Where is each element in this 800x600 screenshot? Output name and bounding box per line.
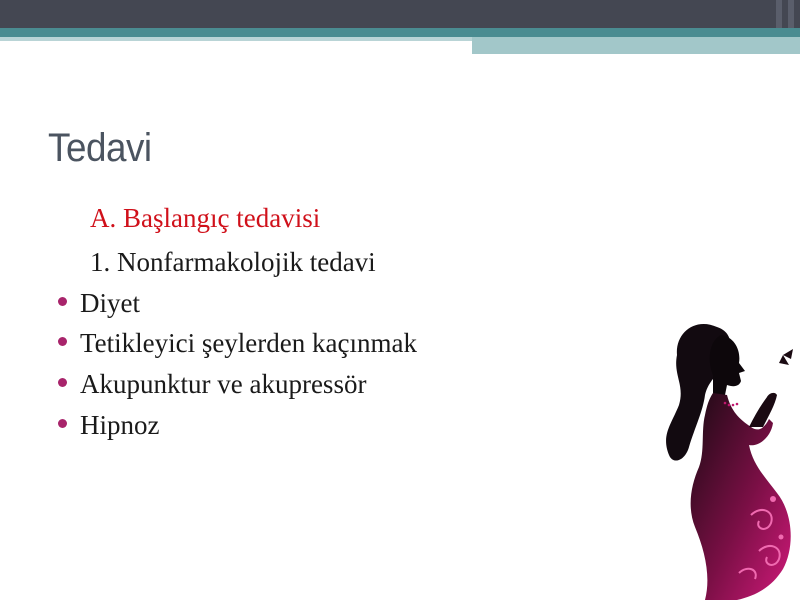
bullet-item: Akupunktur ve akupressör xyxy=(58,369,366,400)
pregnant-woman-silhouette-icon xyxy=(655,315,800,600)
bullet-item: Diyet xyxy=(58,288,140,319)
slide-title: Tedavi xyxy=(48,126,152,170)
header-accent-stripe xyxy=(776,0,782,28)
header-light-stripe xyxy=(0,37,472,41)
bullet-item: Tetikleyici şeylerden kaçınmak xyxy=(58,328,417,359)
subheading: 1. Nonfarmakolojik tedavi xyxy=(90,247,376,277)
bullet-icon xyxy=(58,337,67,346)
header-accent-stripe xyxy=(788,0,794,28)
header-dark-bar xyxy=(0,0,800,28)
header-light-block xyxy=(472,37,800,54)
header-teal-band xyxy=(0,28,800,37)
bullet-item: Hipnoz xyxy=(58,410,159,441)
bullet-icon xyxy=(58,297,67,306)
bullet-icon xyxy=(58,419,67,428)
subheading-red: A. Başlangıç tedavisi xyxy=(90,203,321,233)
bullet-icon xyxy=(58,378,67,387)
